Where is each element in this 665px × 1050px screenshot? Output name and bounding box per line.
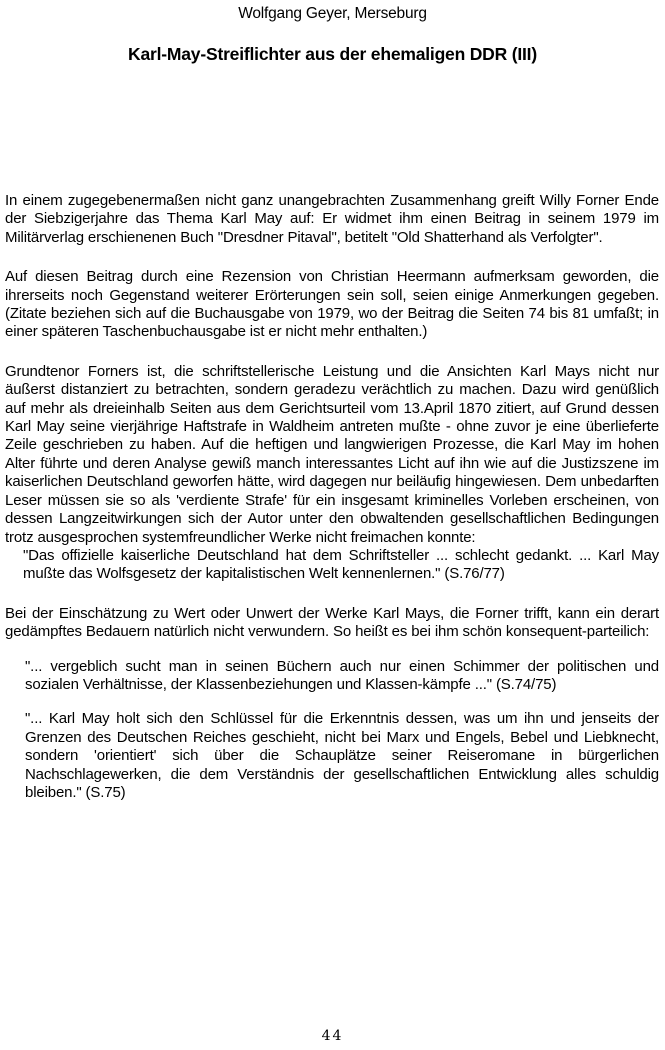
quote-kaiserliche-deutschland: "Das offizielle kaiserliche Deutschland hat dem Schriftsteller ... schlecht gedankt. ... Karl May mußte das Wolfsgesetz der kapitalistischen Welt kennenlernen." (S.76/77): [23, 546, 659, 583]
article-body: [5, 192, 659, 823]
quote-schluessel: "... Karl May holt sich den Schlüssel für die Erkenntnis dessen, was um ihn und jenseits der Grenzen des Deutschen Reiches geschieht, nicht bei Marx und Engels, Bebel und Liebknecht, sondern 'orientiert' sich über die Schauplätze seiner Reiseromane in bürgerlichen Nachschlagewerken, die dem Verständnis der gesellschaftlichen Entwicklung alles schuldig bleiben." (S.75): [25, 710, 659, 801]
paragraph-einschaetzung: Bei der Einschätzung zu Wert oder Unwert der Werke Karl Mays, die Forner trifft, kann ein derart gedämpftes Bedauern natürlich nicht verwundern. So heißt es bei ihm schön konsequent-parteilich:: [5, 604, 659, 641]
paragraph-forner-tenor: Grundtenor Forners ist, die schriftstellerische Leistung und die Ansichten Karl Mays nicht nur äußerst distanziert zu betrachten, sondern geradezu verächtlich zu machen. Dazu wird genüßlich auf mehr als dreieinhalb Seiten aus dem Gerichtsurteil vom 13.April 1870 zitiert, auf Grund dessen Karl May seine vierjährige Haftstrafe in Waldheim antreten mußte - ohne zuvor je eine überlieferte Zeile geschrieben zu haben. Auf die heftigen und langwierigen Prozesse, die Karl May im hohen Alter führte und deren Analyse gewiß manch interessantes Licht auf ihn wie auf die Justizszene im kaiserlichen Deutschland geworfen hätte, wird dagegen nur beiläufig hingewiesen. Dem unbedarften Leser müssen sie so als 'verdiente Strafe' für ein insgesamt kriminelles Vorleben erscheinen, von dessen Langzeitwirkungen sich der Autor unter den obwaltenden gesellschaftlichen Bedingungen trotz ausgesprochen systemfreundlicher Werke nicht freimachen konnte:: [5, 362, 659, 546]
paragraph-intro: In einem zugegebenermaßen nicht ganz unangebrachten Zusammenhang greift Willy Forner Ende der Siebzigerjahre das Thema Karl May auf: Er widmet ihm einen Beitrag in seinem 1979 im Militärverlag erschienenen Buch "Dresdner Pitaval", betitelt "Old Shatterhand als Verfolgter".: [5, 192, 659, 246]
paragraph-review: Auf diesen Beitrag durch eine Rezension von Christian Heermann aufmerksam geworden, die ihrerseits noch Gegenstand weiterer Erörterungen sein soll, seien einige Anmerkungen gegeben. (Zitate beziehen sich auf die Buchausgabe von 1979, wo der Beitrag die Seiten 74 bis 81 umfaßt; in einer späteren Taschenbuchausgabe ist er nicht mehr enthalten.): [5, 268, 659, 341]
article-title: Karl-May-Streiflichter aus der ehemaligen DDR (III): [128, 44, 537, 64]
author-line: Wolfgang Geyer, Merseburg: [238, 5, 427, 22]
page-number: 44: [321, 1028, 344, 1044]
quote-vergeblich: "... vergeblich sucht man in seinen Büchern auch nur einen Schimmer der politischen und sozialen Verhältnisse, der Klassenbeziehungen und Klassen-kämpfe ..." (S.74/75): [25, 657, 659, 693]
